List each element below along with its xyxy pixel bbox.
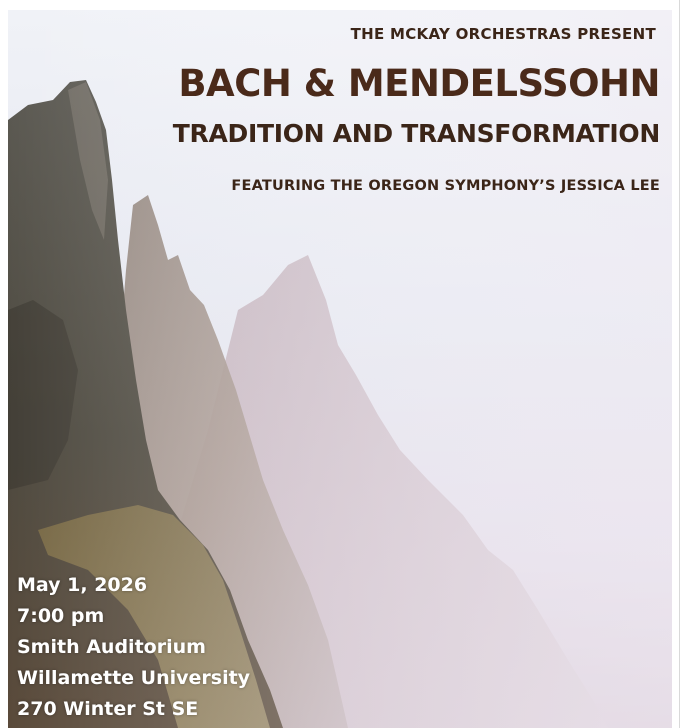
event-date: May 1, 2026: [17, 574, 148, 596]
presenter-line: THE MCKAY ORCHESTRAS PRESENT: [350, 25, 656, 43]
event-details: [17, 570, 250, 725]
event-address: 270 Winter St SE: [17, 698, 199, 720]
concert-poster: [8, 10, 672, 728]
event-time: 7:00 pm: [17, 605, 105, 627]
event-institution: Willamette University: [17, 667, 251, 689]
event-venue: Smith Auditorium: [17, 636, 206, 658]
featuring-line: FEATURING THE OREGON SYMPHONY’S JESSICA LEE: [231, 178, 660, 194]
concert-title: BACH & MENDELSSOHN: [178, 62, 660, 105]
concert-subtitle: TRADITION AND TRANSFORMATION: [172, 119, 660, 148]
